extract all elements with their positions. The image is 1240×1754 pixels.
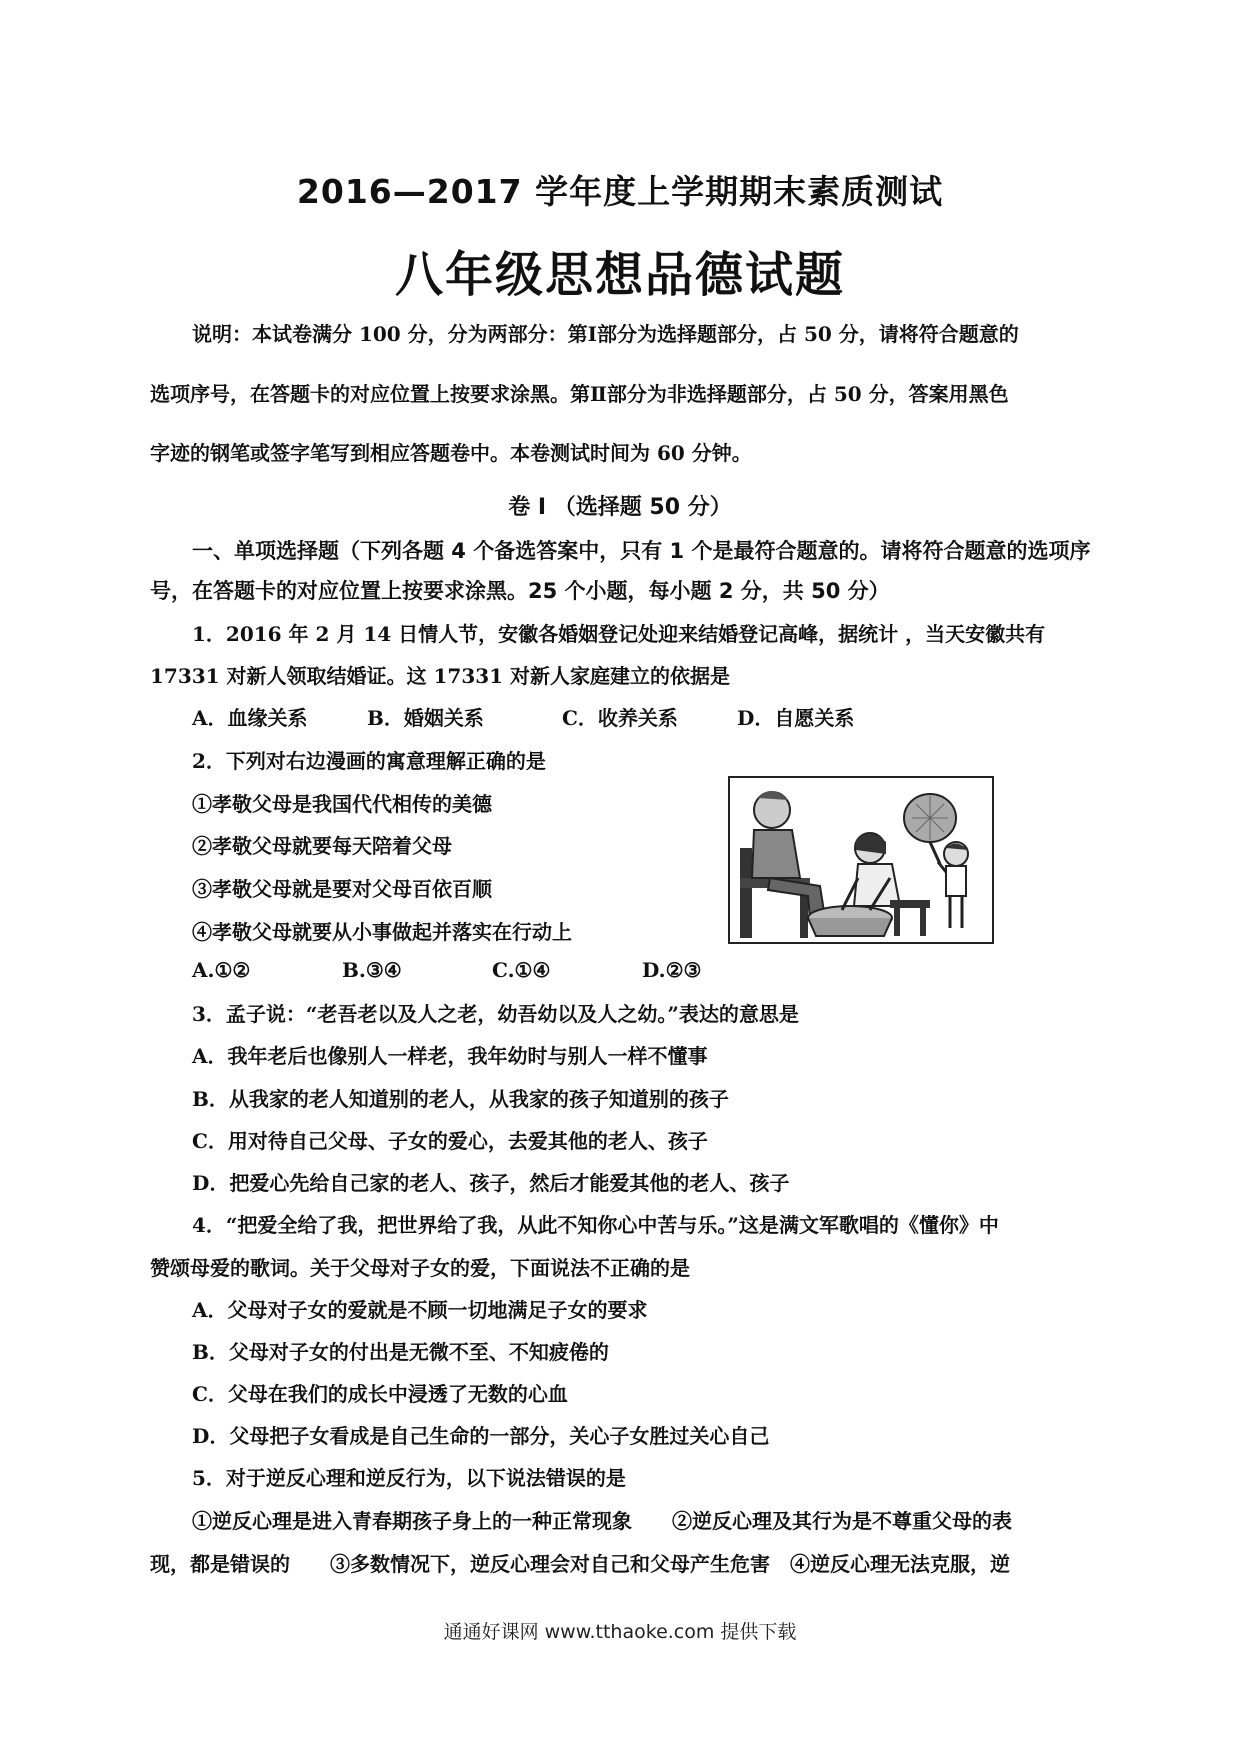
instruction-line: 说明：本试卷满分 100 分，分为两部分：第Ⅰ部分为选择题部分，占 50 分，请将符合题意的 [192,322,1019,346]
cartoon-illustration [728,776,994,944]
option: A．血缘关系 [192,706,308,730]
question-stem: 2．下列对右边漫画的寓意理解正确的是 [192,749,546,773]
option: C．父母在我们的成长中浸透了无数的心血 [192,1382,568,1406]
question-stem: 17331 对新人领取结婚证。这 17331 对新人家庭建立的依据是 [150,664,731,688]
exam-title: 2016—2017 学年度上学期期末素质测试 [296,172,944,211]
option: D．父母把子女看成是自己生命的一部分，关心子女胜过关心自己 [192,1424,770,1448]
instruction-line: 字迹的钢笔或签字笔写到相应答题卷中。本卷测试时间为 60 分钟。 [150,441,752,465]
question-stem: 1．2016 年 2 月 14 日情人节，安徽各婚姻登记处迎来结婚登记高峰，据统计 ，当天安徽共有 [192,622,1046,646]
option: D．自愿关系 [737,706,855,730]
option: C.①④ [492,958,551,982]
statement-item: ④孝敬父母就要从小事做起并落实在行动上 [192,920,572,944]
option: C．用对待自己父母、子女的爱心，去爱其他的老人、孩子 [192,1129,708,1153]
statement-item: ①孝敬父母是我国代代相传的美德 [192,792,492,816]
option: B．父母对子女的付出是无微不至、不知疲倦的 [192,1340,609,1364]
section-title: 卷 I （选择题 50 分） [508,495,732,520]
option-row [192,958,1132,982]
option: C．收养关系 [562,706,678,730]
statement-line: ①逆反心理是进入青春期孩子身上的一种正常现象 ②逆反心理及其行为是不尊重父母的表 [192,1509,1012,1533]
option: D．把爱心先给自己家的老人、孩子，然后才能爱其他的老人、孩子 [192,1171,790,1195]
option: B．从我家的老人知道别的老人，从我家的孩子知道别的孩子 [192,1087,729,1111]
option: D.②③ [642,958,702,982]
option-row [192,702,1132,731]
option: A．我年老后也像别人一样老，我年幼时与别人一样不懂事 [192,1044,708,1068]
section-heading: 号，在答题卡的对应位置上按要求涂黑。25 个小题，每小题 2 分，共 50 分） [150,579,890,603]
question-stem: 4．“把爱全给了我，把世界给了我，从此不知你心中苦与乐。”这是满文军歌唱的《懂你》中 [192,1213,999,1237]
foot-washing-cartoon [730,778,992,942]
option: B.③④ [342,958,402,982]
instruction-line: 选项序号，在答题卡的对应位置上按要求涂黑。第Ⅱ部分为非选择题部分，占 50 分，答案用黑色 [150,382,1009,406]
option: A．父母对子女的爱就是不顾一切地满足子女的要求 [192,1298,648,1322]
statement-item: ②孝敬父母就要每天陪着父母 [192,834,452,858]
question-stem: 3．孟子说：“老吾老以及人之老，幼吾幼以及人之幼。”表达的意思是 [192,1002,799,1026]
question-stem: 赞颂母爱的歌词。关于父母对子女的爱，下面说法不正确的是 [150,1256,690,1280]
statement-line: 现，都是错误的 ③多数情况下，逆反心理会对自己和父母产生危害 ④逆反心理无法克服，逆 [150,1552,1010,1576]
question-stem: 5．对于逆反心理和逆反行为，以下说法错误的是 [192,1466,626,1490]
footer-source: 通通好课网 www.tthaoke.com 提供下载 [443,1621,797,1643]
statement-item: ③孝敬父母就是要对父母百依百顺 [192,877,492,901]
section-heading: 一、单项选择题（下列各题 4 个备选答案中，只有 1 个是最符合题意的。请将符合题意的选项序 [192,539,1091,563]
option: B．婚姻关系 [367,706,484,730]
subject-title: 八年级思想品德试题 [394,247,845,303]
option: A.①② [192,958,251,982]
